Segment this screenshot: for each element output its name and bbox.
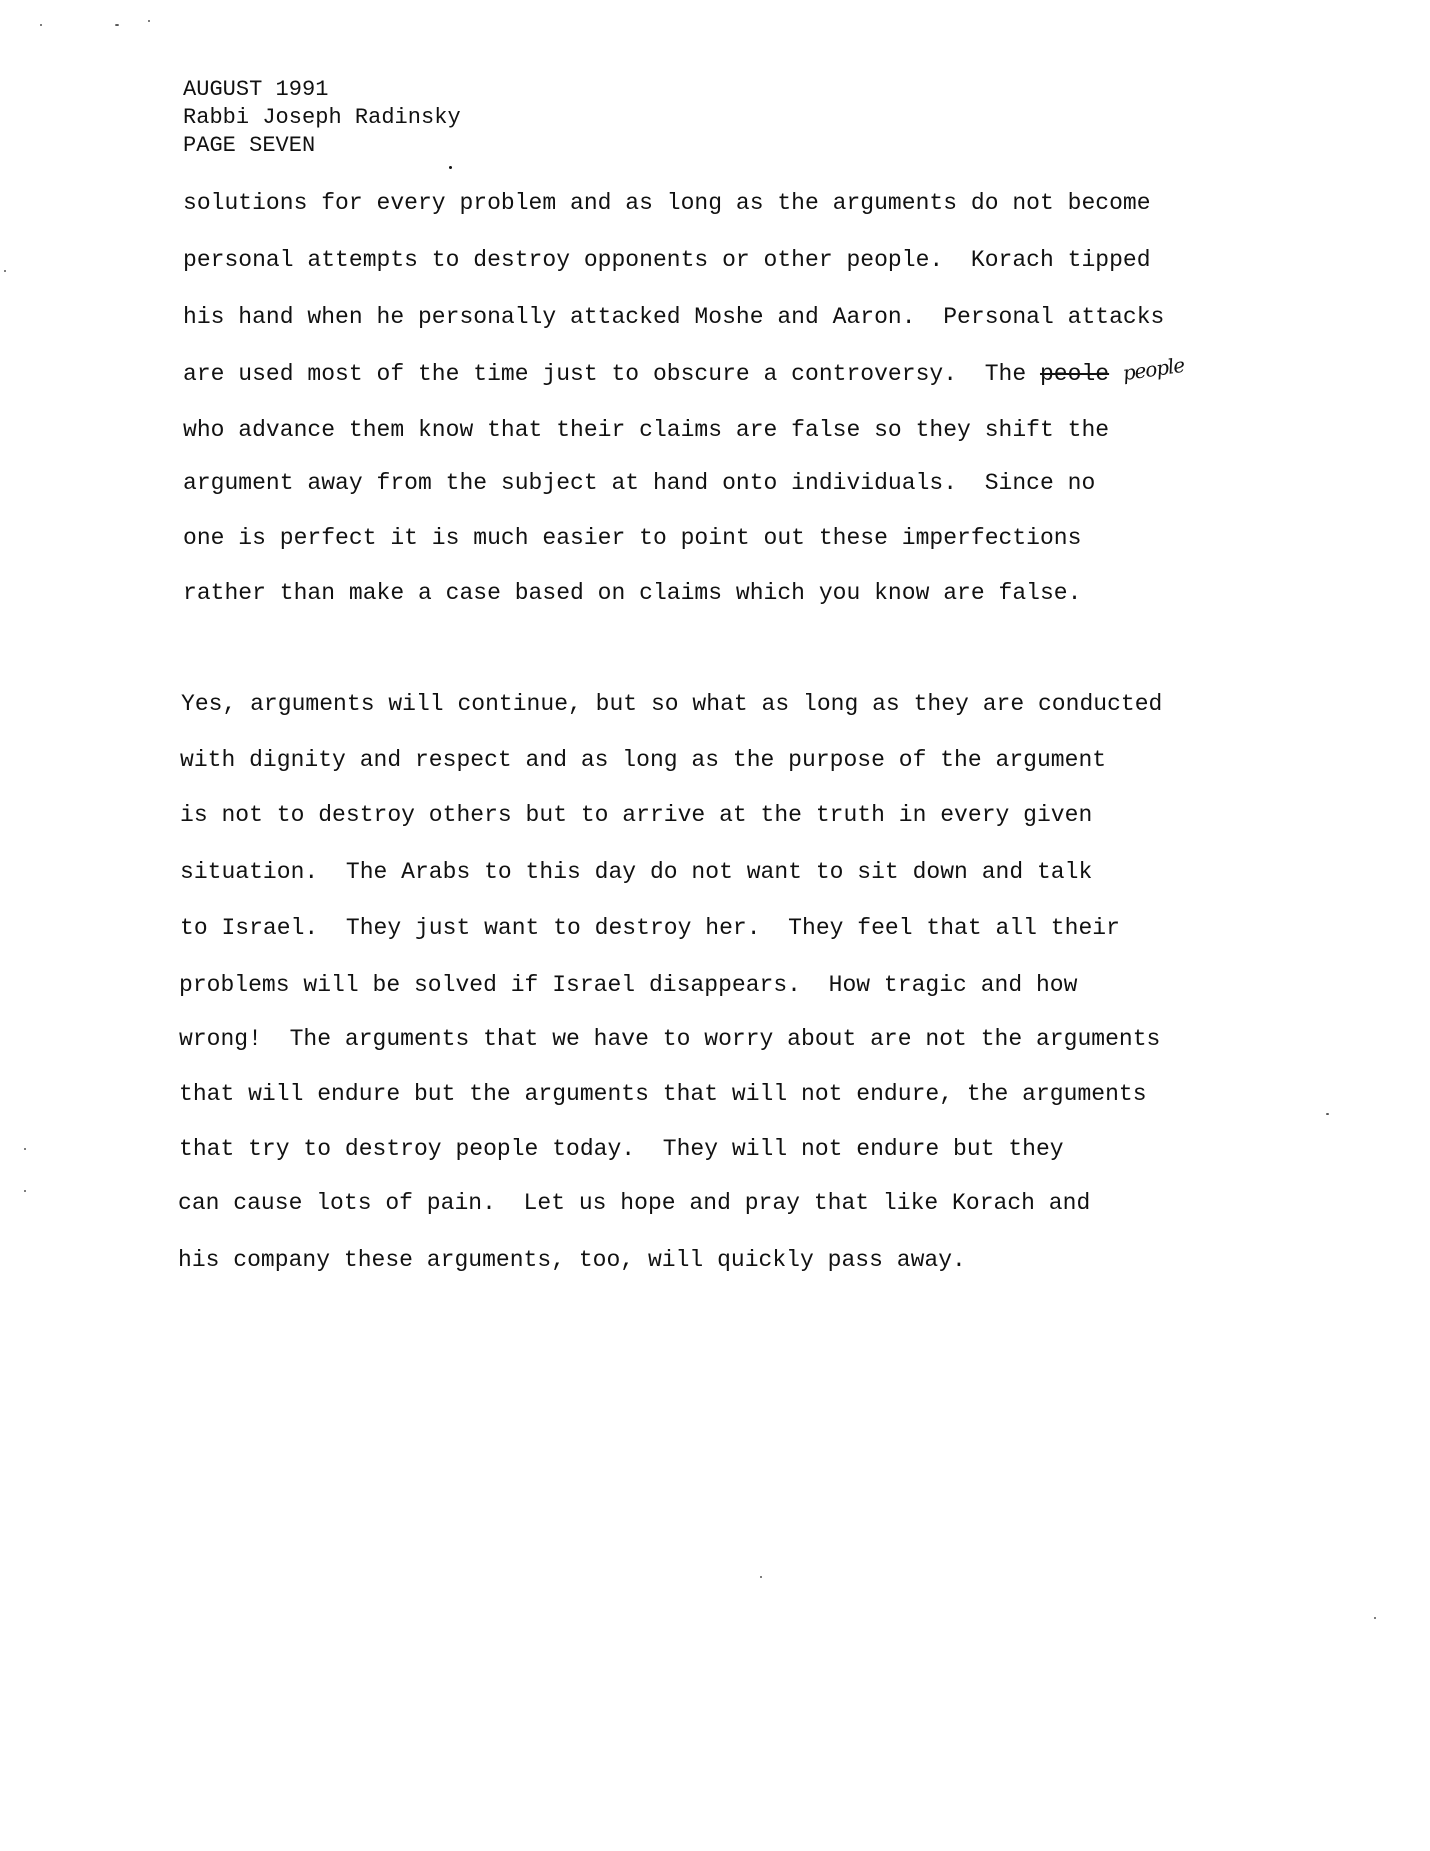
text-line: his company these arguments, too, will quickly pass away. — [178, 1247, 966, 1273]
text-line: is not to destroy others but to arrive at the truth in every given — [180, 802, 1093, 828]
text-line: to Israel. They just want to destroy her. They feel that all their — [180, 915, 1120, 941]
scan-speck — [4, 270, 6, 272]
text-line: who advance them know that their claims are false so they shift the — [183, 417, 1110, 443]
struck-word: peole — [1039, 361, 1110, 387]
scan-speck — [40, 24, 42, 26]
handwritten-correction: people — [1121, 352, 1186, 386]
text-line: wrong! The arguments that we have to worry about are not the arguments — [179, 1026, 1161, 1052]
scan-speck — [449, 166, 452, 169]
text-line: problems will be solved if Israel disappears. How tragic and how — [179, 972, 1078, 998]
scan-speck — [1326, 1113, 1329, 1115]
header-page: PAGE SEVEN — [183, 133, 316, 158]
header-date: AUGUST 1991 — [183, 77, 329, 102]
scan-speck — [24, 1148, 26, 1150]
scan-speck — [115, 24, 119, 26]
text-segment: are used most of the time just to obscure a controversy. The — [183, 361, 1040, 387]
text-line: rather than make a case based on claims which you know are false. — [183, 580, 1082, 606]
text-line: situation. The Arabs to this day do not want to sit down and talk — [180, 859, 1093, 885]
text-line: Yes, arguments will continue, but so what as long as they are conducted — [181, 691, 1163, 717]
header-author: Rabbi Joseph Radinsky — [183, 105, 461, 130]
scan-speck — [148, 20, 150, 22]
text-line: his hand when he personally attacked Moshe and Aaron. Personal attacks — [183, 304, 1165, 330]
text-line: that try to destroy people today. They will not endure but they — [179, 1136, 1064, 1162]
scan-speck — [24, 1190, 26, 1192]
scan-speck — [1374, 1617, 1376, 1619]
text-line: with dignity and respect and as long as the purpose of the argument — [180, 747, 1107, 773]
text-line: solutions for every problem and as long as the arguments do not become — [183, 190, 1151, 216]
text-line: that will endure but the arguments that will not endure, the arguments — [179, 1081, 1147, 1107]
text-line: can cause lots of pain. Let us hope and pray that like Korach and — [178, 1190, 1091, 1216]
text-line: one is perfect it is much easier to point out these imperfections — [183, 525, 1082, 551]
scan-speck — [760, 1576, 762, 1578]
text-line: argument away from the subject at hand onto individuals. Since no — [183, 470, 1096, 496]
text-line: personal attempts to destroy opponents or other people. Korach tipped — [183, 247, 1151, 273]
text-line-with-correction — [183, 352, 1186, 387]
